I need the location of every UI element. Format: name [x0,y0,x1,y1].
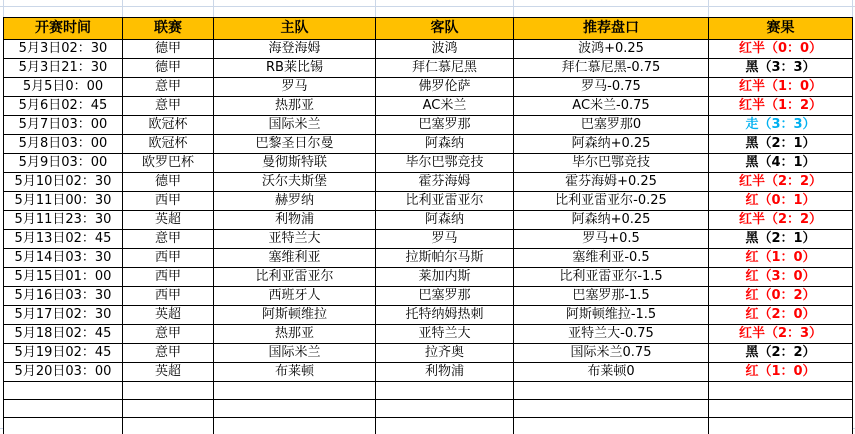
cell-empty[interactable] [376,418,514,434]
cell-result[interactable]: 红半（1：0） [709,78,853,97]
cell-handicap[interactable]: 阿斯顿维拉-1.5 [514,306,709,325]
table-row [4,287,853,306]
header-row [4,18,853,40]
cell-home[interactable]: 巴黎圣日尔曼 [214,135,376,154]
cell-empty[interactable] [214,418,376,434]
cell-away[interactable]: 毕尔巴鄂竞技 [376,154,514,173]
cell-home[interactable]: 利物浦 [214,211,376,230]
cell-home[interactable]: RB莱比锡 [214,59,376,78]
cell-time[interactable]: 5月11日00：30 [4,192,123,211]
cell-result[interactable]: 红半（2：2） [709,173,853,192]
cell-empty[interactable] [214,400,376,418]
cell-result[interactable]: 红半（0：0） [709,40,853,59]
cell-empty[interactable] [376,382,514,400]
cell-league[interactable]: 意甲 [123,230,214,249]
match-table [3,17,853,434]
cell-away[interactable]: 拜仁慕尼黑 [376,59,514,78]
cell-time[interactable]: 5月18日02：45 [4,325,123,344]
cell-home[interactable]: 热那亚 [214,325,376,344]
cell-league[interactable]: 意甲 [123,97,214,116]
cell-away[interactable]: 拉斯帕尔马斯 [376,249,514,268]
header-kickoff-time[interactable]: 开赛时间 [4,18,123,40]
cell-result[interactable]: 黑（4：1） [709,154,853,173]
table-row [4,40,853,59]
cell-league[interactable]: 英超 [123,306,214,325]
cell-time[interactable]: 5月15日01：00 [4,268,123,287]
cell-home[interactable]: 西班牙人 [214,287,376,306]
table-body [4,40,853,434]
cell-handicap[interactable]: 罗马+0.5 [514,230,709,249]
empty-row [4,400,853,418]
cell-empty[interactable] [514,382,709,400]
header-home-team[interactable]: 主队 [214,18,376,40]
table-row [4,306,853,325]
cell-time[interactable]: 5月17日02：30 [4,306,123,325]
cell-result[interactable]: 黑（2：1） [709,230,853,249]
cell-empty[interactable] [214,382,376,400]
cell-away[interactable]: 罗马 [376,230,514,249]
cell-handicap[interactable]: 阿森纳+0.25 [514,211,709,230]
cell-home[interactable]: 曼彻斯特联 [214,154,376,173]
cell-result[interactable]: 黑（2：2） [709,344,853,363]
cell-league[interactable]: 德甲 [123,173,214,192]
cell-league[interactable]: 欧罗巴杯 [123,154,214,173]
cell-away[interactable]: 巴塞罗那 [376,287,514,306]
cell-time[interactable]: 5月20日03：00 [4,363,123,382]
cell-handicap[interactable]: 巴塞罗那0 [514,116,709,135]
cell-league[interactable]: 意甲 [123,344,214,363]
cell-empty[interactable] [709,418,853,434]
cell-league[interactable]: 西甲 [123,249,214,268]
empty-row [4,418,853,434]
cell-away[interactable]: 比利亚雷亚尔 [376,192,514,211]
cell-away[interactable]: 霍芬海姆 [376,173,514,192]
cell-result[interactable]: 红（1：0） [709,363,853,382]
cell-handicap[interactable]: 亚特兰大-0.75 [514,325,709,344]
cell-league[interactable]: 意甲 [123,78,214,97]
cell-handicap[interactable]: 布莱顿0 [514,363,709,382]
cell-home[interactable]: 罗马 [214,78,376,97]
cell-time[interactable]: 5月19日02：45 [4,344,123,363]
cell-home[interactable]: 塞维利亚 [214,249,376,268]
cell-empty[interactable] [514,418,709,434]
table-row [4,154,853,173]
cell-away[interactable]: 拉齐奥 [376,344,514,363]
empty-row [4,382,853,400]
cell-empty[interactable] [4,418,123,434]
cell-empty[interactable] [4,400,123,418]
cell-time[interactable]: 5月13日02：45 [4,230,123,249]
cell-away[interactable]: 莱加内斯 [376,268,514,287]
table-row [4,97,853,116]
cell-handicap[interactable]: AC米兰-0.75 [514,97,709,116]
cell-home[interactable]: 比利亚雷亚尔 [214,268,376,287]
cell-handicap[interactable]: 波鸿+0.25 [514,40,709,59]
cell-home[interactable]: 布莱顿 [214,363,376,382]
header-league[interactable]: 联赛 [123,18,214,40]
cell-time[interactable]: 5月9日03：00 [4,154,123,173]
cell-away[interactable]: 阿森纳 [376,135,514,154]
cell-away[interactable]: 利物浦 [376,363,514,382]
cell-empty[interactable] [4,382,123,400]
table-row [4,59,853,78]
cell-home[interactable]: 沃尔夫斯堡 [214,173,376,192]
cell-handicap[interactable]: 巴塞罗那-1.5 [514,287,709,306]
cell-empty[interactable] [123,418,214,434]
cell-league[interactable]: 英超 [123,363,214,382]
cell-time[interactable]: 5月3日21：30 [4,59,123,78]
cell-result[interactable]: 黑（2：1） [709,135,853,154]
cell-away[interactable]: 佛罗伦萨 [376,78,514,97]
cell-away[interactable]: 托特纳姆热刺 [376,306,514,325]
cell-empty[interactable] [709,400,853,418]
cell-result[interactable]: 红半（1：2） [709,97,853,116]
cell-time[interactable]: 5月16日03：30 [4,287,123,306]
cell-league[interactable]: 英超 [123,211,214,230]
header-handicap[interactable]: 推荐盘口 [514,18,709,40]
table-row [4,116,853,135]
table-row [4,344,853,363]
cell-league[interactable]: 欧冠杯 [123,116,214,135]
cell-result[interactable]: 黑（3：3） [709,59,853,78]
cell-handicap[interactable]: 拜仁慕尼黑-0.75 [514,59,709,78]
cell-time[interactable]: 5月8日03：00 [4,135,123,154]
cell-empty[interactable] [123,400,214,418]
cell-home[interactable]: 海登海姆 [214,40,376,59]
cell-handicap[interactable]: 比利亚雷亚尔-0.25 [514,192,709,211]
cell-handicap[interactable]: 毕尔巴鄂竞技 [514,154,709,173]
cell-league[interactable]: 意甲 [123,325,214,344]
cell-result[interactable]: 红（0：1） [709,192,853,211]
cell-home[interactable]: 国际米兰 [214,116,376,135]
cell-away[interactable]: AC米兰 [376,97,514,116]
cell-home[interactable]: 赫罗纳 [214,192,376,211]
cell-league[interactable]: 西甲 [123,287,214,306]
cell-result[interactable]: 红半（2：3） [709,325,853,344]
cell-time[interactable]: 5月11日23：30 [4,211,123,230]
table-row [4,268,853,287]
cell-time[interactable]: 5月3日02：30 [4,40,123,59]
cell-away[interactable]: 阿森纳 [376,211,514,230]
cell-empty[interactable] [514,400,709,418]
cell-result[interactable]: 走（3：3） [709,116,853,135]
cell-home[interactable]: 亚特兰大 [214,230,376,249]
cell-home[interactable]: 热那亚 [214,97,376,116]
cell-time[interactable]: 5月10日02：30 [4,173,123,192]
cell-league[interactable]: 德甲 [123,40,214,59]
cell-handicap[interactable]: 阿森纳+0.25 [514,135,709,154]
cell-away[interactable]: 巴塞罗那 [376,116,514,135]
cell-result[interactable]: 红（2：0） [709,306,853,325]
cell-league[interactable]: 欧冠杯 [123,135,214,154]
cell-time[interactable]: 5月5日0：00 [4,78,123,97]
cell-handicap[interactable]: 比利亚雷亚尔-1.5 [514,268,709,287]
bg-gridline-h [0,6,855,7]
cell-result[interactable]: 红（1：0） [709,249,853,268]
table-row [4,249,853,268]
cell-handicap[interactable]: 国际米兰0.75 [514,344,709,363]
cell-league[interactable]: 西甲 [123,192,214,211]
cell-time[interactable]: 5月14日03：30 [4,249,123,268]
cell-empty[interactable] [123,382,214,400]
table-row [4,325,853,344]
cell-home[interactable]: 国际米兰 [214,344,376,363]
cell-empty[interactable] [709,382,853,400]
cell-result[interactable]: 红（0：2） [709,287,853,306]
table-row [4,192,853,211]
table-row [4,230,853,249]
cell-home[interactable]: 阿斯顿维拉 [214,306,376,325]
cell-empty[interactable] [376,400,514,418]
table-row [4,135,853,154]
cell-result[interactable]: 红（3：0） [709,268,853,287]
cell-handicap[interactable]: 塞维利亚-0.5 [514,249,709,268]
cell-away[interactable]: 波鸿 [376,40,514,59]
cell-handicap[interactable]: 霍芬海姆+0.25 [514,173,709,192]
header-result[interactable]: 赛果 [709,18,853,40]
table-row [4,78,853,97]
header-away-team[interactable]: 客队 [376,18,514,40]
cell-away[interactable]: 亚特兰大 [376,325,514,344]
table-row [4,363,853,382]
cell-time[interactable]: 5月7日03：00 [4,116,123,135]
cell-handicap[interactable]: 罗马-0.75 [514,78,709,97]
table-row [4,211,853,230]
cell-league[interactable]: 德甲 [123,59,214,78]
cell-time[interactable]: 5月6日02：45 [4,97,123,116]
cell-league[interactable]: 西甲 [123,268,214,287]
cell-result[interactable]: 红半（2：2） [709,211,853,230]
table-row [4,173,853,192]
